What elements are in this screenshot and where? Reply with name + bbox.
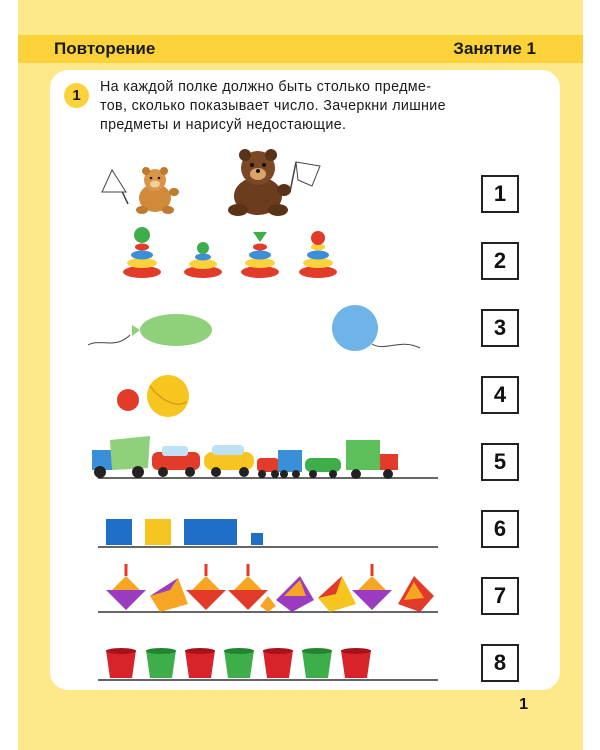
yellow-block-icon	[145, 519, 171, 545]
task-line-1: На каждой полке должно быть столько предме-	[100, 79, 432, 95]
toy-taxi-icon	[204, 445, 254, 477]
number-box-6: 6	[481, 510, 519, 548]
ring-pyramid-icon	[241, 232, 279, 278]
spinning-top-icon	[318, 576, 356, 612]
red-bucket-icon	[106, 648, 136, 678]
number-box-2: 2	[481, 242, 519, 280]
task-line-2: тов, сколько показывает число. Зачеркни лишние	[100, 98, 446, 114]
green-bucket-icon	[224, 648, 254, 678]
blue-balloon-icon	[332, 305, 420, 351]
small-blue-block-icon	[251, 533, 263, 545]
lesson-title: Занятие 1	[453, 39, 536, 58]
number-box-4: 4	[481, 376, 519, 414]
number-box-7: 7	[481, 577, 519, 615]
toy-truck-icon	[278, 450, 302, 478]
toy-truck-icon	[92, 436, 150, 478]
blue-block-icon	[106, 519, 132, 545]
teddy-bear-icon	[102, 167, 179, 214]
red-bucket-icon	[341, 648, 371, 678]
yellow-ball-icon	[147, 375, 189, 417]
number-box-5: 5	[481, 443, 519, 481]
number-box-3: 3	[481, 309, 519, 347]
green-balloon-icon	[88, 314, 212, 346]
spinning-top-icon	[352, 564, 392, 610]
spinning-top-icon	[276, 576, 314, 612]
spinning-top-icon	[398, 576, 434, 612]
task-line-3: предметы и нарисуй недостающие.	[100, 117, 347, 133]
task-number-badge: 1	[64, 83, 89, 108]
spinning-top-icon	[106, 564, 146, 610]
number-box-1: 1	[481, 175, 519, 213]
spinning-top-icon	[260, 596, 276, 612]
ring-pyramid-icon	[299, 231, 337, 278]
toy-truck-icon	[346, 440, 398, 479]
red-bucket-icon	[185, 648, 215, 678]
green-bucket-icon	[302, 648, 332, 678]
spinning-top-icon	[186, 564, 226, 610]
blue-block-icon	[184, 519, 237, 545]
toy-car-icon	[152, 446, 200, 477]
spinning-top-icon	[150, 578, 188, 612]
red-bucket-icon	[263, 648, 293, 678]
section-title: Повторение	[54, 39, 156, 58]
ring-pyramid-icon	[123, 227, 161, 278]
number-box-8: 8	[481, 644, 519, 682]
toy-car-icon	[305, 458, 341, 478]
spinning-top-icon	[228, 564, 268, 610]
toy-car-icon	[257, 458, 279, 478]
page-number: 1	[519, 696, 528, 713]
teddy-bear-icon	[228, 149, 320, 216]
red-ball-icon	[117, 389, 139, 411]
green-bucket-icon	[146, 648, 176, 678]
ring-pyramid-icon	[184, 242, 222, 278]
